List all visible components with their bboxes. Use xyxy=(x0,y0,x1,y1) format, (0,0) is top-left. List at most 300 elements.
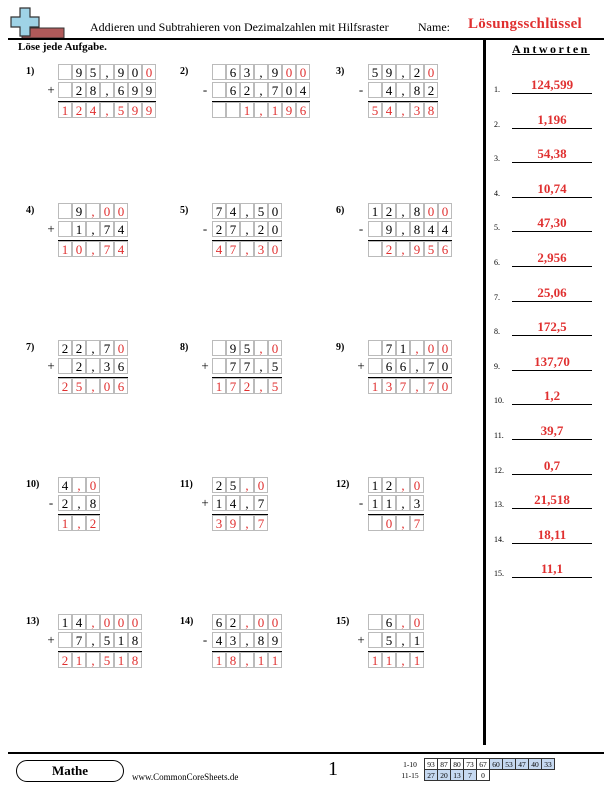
digit-cell: , xyxy=(254,102,268,118)
operator-sign: + xyxy=(357,358,365,373)
digit-cell: 1 xyxy=(114,652,128,668)
digit-cell: 9 xyxy=(142,102,156,118)
digit-cell: , xyxy=(254,378,268,394)
operator-spacer xyxy=(44,515,58,531)
answer-number: 7. xyxy=(494,292,500,302)
operator-sign: - xyxy=(202,632,208,647)
digit-cell xyxy=(368,82,382,98)
problem-number: 1) xyxy=(26,66,35,77)
answers-column-divider xyxy=(483,40,486,745)
digit-cell: 0 xyxy=(296,64,310,80)
digit-cell: , xyxy=(86,203,100,219)
digit-cell: , xyxy=(410,340,424,356)
digit-cell: 0 xyxy=(282,82,296,98)
digit-cell: 4 xyxy=(212,241,226,257)
digit-cell: 7 xyxy=(254,495,268,511)
digit-cell: 1 xyxy=(368,477,382,493)
digit-cell: 0 xyxy=(438,340,452,356)
digit-cell: 1 xyxy=(368,203,382,219)
operator-spacer xyxy=(198,614,212,630)
digit-cell: 2 xyxy=(72,82,86,98)
score-row xyxy=(396,769,490,781)
digit-cell: , xyxy=(86,378,100,394)
answer-row xyxy=(494,284,598,304)
operator-sign: + xyxy=(47,632,55,647)
operator-spacer xyxy=(354,614,368,630)
digit-cell: 2 xyxy=(410,64,424,80)
digit-cell: , xyxy=(396,82,410,98)
digit-cell: 1 xyxy=(58,102,72,118)
digit-cell: , xyxy=(240,477,254,493)
digit-cell: 3 xyxy=(382,378,396,394)
operator-spacer xyxy=(44,102,58,118)
digit-cell xyxy=(368,221,382,237)
digit-cell: 9 xyxy=(382,221,396,237)
digit-cell: 5 xyxy=(226,477,240,493)
score-cell: 93 xyxy=(425,759,438,770)
digit-cell: 0 xyxy=(128,614,142,630)
answer-line xyxy=(512,128,592,129)
sum-line xyxy=(368,514,424,515)
score-cell: 40 xyxy=(529,759,542,770)
digit-cell: , xyxy=(72,477,86,493)
result-row xyxy=(44,378,128,394)
digit-cell: 0 xyxy=(268,340,282,356)
digit-cell: 8 xyxy=(410,82,424,98)
result-row xyxy=(44,515,100,531)
answer-row xyxy=(494,353,598,373)
answer-row xyxy=(494,560,598,580)
problem-number: 4) xyxy=(26,205,35,216)
digit-cell: , xyxy=(254,64,268,80)
operator-spacer xyxy=(354,340,368,356)
answer-value: 0,7 xyxy=(543,457,561,473)
digit-cell: , xyxy=(410,358,424,374)
problem-number: 3) xyxy=(336,66,345,77)
digit-cell: 0 xyxy=(86,477,100,493)
top-operand-row xyxy=(354,203,452,219)
operator-spacer xyxy=(44,241,58,257)
digit-cell: , xyxy=(240,203,254,219)
digit-cell xyxy=(58,632,72,648)
sum-line xyxy=(58,651,142,652)
digit-cell: 7 xyxy=(226,358,240,374)
digit-cell xyxy=(58,221,72,237)
digit-cell: 5 xyxy=(114,102,128,118)
digit-cell xyxy=(368,632,382,648)
digit-cell: 2 xyxy=(72,340,86,356)
bottom-operand-row xyxy=(198,358,282,374)
digit-cell: 0 xyxy=(114,203,128,219)
operator-spacer xyxy=(354,203,368,219)
subject-badge: Mathe xyxy=(16,760,124,782)
digit-cell: 5 xyxy=(240,340,254,356)
answer-line xyxy=(512,266,592,267)
digit-cell: 1 xyxy=(410,632,424,648)
digit-cell: , xyxy=(410,378,424,394)
digit-cell: 3 xyxy=(254,241,268,257)
answer-line xyxy=(512,474,592,475)
answer-value: 21,518 xyxy=(534,492,570,508)
digit-cell: 4 xyxy=(226,203,240,219)
score-cell: 0 xyxy=(477,770,490,781)
digit-cell: , xyxy=(254,340,268,356)
digit-cell: , xyxy=(396,515,410,531)
digit-cell xyxy=(212,358,226,374)
digit-cell: 4 xyxy=(72,614,86,630)
answer-value: 124,599 xyxy=(530,77,574,92)
page-number: 1 xyxy=(328,758,338,780)
operator-spacer xyxy=(198,203,212,219)
result-row xyxy=(44,102,156,118)
digit-cell: 0 xyxy=(438,378,452,394)
digit-cell: 1 xyxy=(58,241,72,257)
digit-cell: , xyxy=(396,102,410,118)
digit-cell: 7 xyxy=(100,340,114,356)
digit-cell: 0 xyxy=(268,614,282,630)
digit-cell: 8 xyxy=(86,82,100,98)
sum-line xyxy=(58,514,100,515)
answer-number: 5. xyxy=(494,223,500,233)
digit-cell: 9 xyxy=(128,102,142,118)
digit-cell: 4 xyxy=(58,477,72,493)
answer-row xyxy=(494,76,598,96)
answer-key-label: Lösungsschlüssel xyxy=(468,16,583,32)
worksheet-title: Addieren und Subtrahieren von Dezimalzahlen mit Hilfsraster xyxy=(90,20,389,34)
answer-value: 2,956 xyxy=(537,250,567,265)
digit-cell: , xyxy=(254,358,268,374)
digit-cell: 5 xyxy=(368,102,382,118)
digit-cell: 7 xyxy=(396,378,410,394)
digit-cell: , xyxy=(240,221,254,237)
digit-cell: 2 xyxy=(240,82,254,98)
operator-spacer xyxy=(198,378,212,394)
answer-row xyxy=(494,180,598,200)
answer-line xyxy=(512,543,592,544)
digit-cell: 9 xyxy=(72,64,86,80)
digit-cell: 6 xyxy=(296,102,310,118)
answer-value: 137,70 xyxy=(534,353,570,369)
digit-cell: 2 xyxy=(226,614,240,630)
operator-spacer xyxy=(44,64,58,80)
bottom-operand-row xyxy=(198,82,310,98)
digit-cell: , xyxy=(240,515,254,531)
sum-line xyxy=(368,651,424,652)
digit-cell: 7 xyxy=(100,221,114,237)
answer-row xyxy=(494,526,598,546)
top-operand-row xyxy=(198,477,268,493)
operator-spacer xyxy=(44,378,58,394)
digit-cell: 4 xyxy=(114,221,128,237)
operator-spacer xyxy=(44,614,58,630)
digit-cell: 5 xyxy=(424,241,438,257)
digit-cell: 0 xyxy=(100,378,114,394)
digit-cell: 4 xyxy=(382,102,396,118)
digit-cell: 3 xyxy=(410,495,424,511)
digit-cell: 9 xyxy=(382,64,396,80)
operator-spacer xyxy=(354,64,368,80)
digit-cell xyxy=(212,340,226,356)
digit-cell: 3 xyxy=(410,102,424,118)
digit-cell: 0 xyxy=(100,614,114,630)
digit-cell: 9 xyxy=(226,340,240,356)
operator-sign: - xyxy=(202,221,208,236)
operator-spacer xyxy=(44,477,58,493)
digit-cell: 8 xyxy=(86,495,100,511)
digit-cell: 0 xyxy=(282,64,296,80)
footer-divider xyxy=(8,752,604,754)
sum-line xyxy=(58,101,156,102)
digit-cell: 3 xyxy=(100,358,114,374)
operator-sign: - xyxy=(48,495,54,510)
digit-cell: 4 xyxy=(114,241,128,257)
digit-cell: 3 xyxy=(240,64,254,80)
digit-cell: 7 xyxy=(410,515,424,531)
digit-cell: 0 xyxy=(254,477,268,493)
digit-cell: 2 xyxy=(58,378,72,394)
bottom-operand-row xyxy=(44,632,142,648)
operator-spacer xyxy=(198,64,212,80)
digit-cell: 1 xyxy=(268,102,282,118)
answer-line xyxy=(512,231,592,232)
digit-cell xyxy=(212,102,226,118)
result-row xyxy=(198,241,282,257)
operator-sign: + xyxy=(47,221,55,236)
digit-cell: , xyxy=(240,241,254,257)
answer-row xyxy=(494,457,598,477)
digit-cell: 1 xyxy=(212,378,226,394)
operator-spacer xyxy=(44,652,58,668)
digit-cell: 0 xyxy=(254,614,268,630)
result-row xyxy=(44,652,142,668)
answer-value: 39,7 xyxy=(540,423,564,438)
digit-cell: 6 xyxy=(114,358,128,374)
digit-cell: 8 xyxy=(424,102,438,118)
result-row xyxy=(44,241,128,257)
digit-cell: 1 xyxy=(382,652,396,668)
sum-line xyxy=(212,240,282,241)
digit-cell: 2 xyxy=(58,652,72,668)
digit-cell: 0 xyxy=(424,64,438,80)
top-operand-row xyxy=(354,64,438,80)
digit-cell: 2 xyxy=(424,82,438,98)
operator-spacer xyxy=(354,102,368,118)
result-row xyxy=(198,515,268,531)
answer-number: 15. xyxy=(494,569,504,579)
answer-line xyxy=(512,577,592,578)
top-operand-row xyxy=(198,340,282,356)
digit-cell: 9 xyxy=(268,64,282,80)
score-range-label: 1-10 xyxy=(403,759,417,769)
digit-cell: 9 xyxy=(268,632,282,648)
answer-value: 54,38 xyxy=(537,146,567,162)
operator-spacer xyxy=(198,477,212,493)
digit-cell: 2 xyxy=(212,221,226,237)
digit-cell: 0 xyxy=(438,358,452,374)
problem-number: 2) xyxy=(180,66,189,77)
digit-cell: , xyxy=(396,632,410,648)
digit-cell: 4 xyxy=(226,495,240,511)
digit-cell: 7 xyxy=(240,358,254,374)
digit-cell: 4 xyxy=(86,102,100,118)
answer-line xyxy=(512,508,592,509)
digit-cell: 7 xyxy=(254,515,268,531)
score-cell: 7 xyxy=(464,770,477,781)
sum-line xyxy=(212,651,282,652)
bottom-operand-row xyxy=(354,221,452,237)
result-row xyxy=(198,378,282,394)
score-cell: 53 xyxy=(503,759,516,770)
digit-cell: , xyxy=(396,221,410,237)
sum-line xyxy=(368,101,438,102)
digit-cell: 2 xyxy=(382,241,396,257)
digit-cell: 0 xyxy=(268,203,282,219)
operator-sign: + xyxy=(47,82,55,97)
score-cell: 33 xyxy=(542,759,555,770)
digit-cell: 7 xyxy=(226,241,240,257)
sum-line xyxy=(368,377,452,378)
digit-cell: , xyxy=(86,241,100,257)
digit-cell: 5 xyxy=(86,64,100,80)
digit-cell: , xyxy=(396,614,410,630)
digit-cell: 1 xyxy=(212,652,226,668)
problem-number: 10) xyxy=(26,479,40,490)
answer-row xyxy=(494,491,598,511)
operator-sign: + xyxy=(47,358,55,373)
digit-cell: , xyxy=(240,652,254,668)
answer-number: 9. xyxy=(494,361,500,371)
top-operand-row xyxy=(44,340,128,356)
digit-cell: , xyxy=(396,477,410,493)
digit-cell: , xyxy=(240,614,254,630)
sum-line xyxy=(212,377,282,378)
problem-number: 12) xyxy=(336,479,350,490)
digit-cell: , xyxy=(100,82,114,98)
problem-number: 5) xyxy=(180,205,189,216)
digit-cell: , xyxy=(396,495,410,511)
digit-cell: 5 xyxy=(72,378,86,394)
answer-line xyxy=(512,370,592,371)
digit-cell: 2 xyxy=(212,477,226,493)
digit-cell: 5 xyxy=(100,632,114,648)
digit-cell: 5 xyxy=(268,358,282,374)
digit-cell: 0 xyxy=(424,203,438,219)
operator-spacer xyxy=(354,652,368,668)
instruction-text: Löse jede Aufgabe. xyxy=(18,41,107,53)
result-row xyxy=(198,102,310,118)
score-cell: 47 xyxy=(516,759,529,770)
answer-number: 6. xyxy=(494,258,500,267)
digit-cell: 3 xyxy=(212,515,226,531)
digit-cell: 1 xyxy=(58,614,72,630)
bottom-operand-row xyxy=(44,358,128,374)
operator-spacer xyxy=(354,477,368,493)
digit-cell: , xyxy=(100,64,114,80)
digit-cell: 0 xyxy=(100,203,114,219)
result-row xyxy=(198,652,282,668)
digit-cell: 1 xyxy=(396,340,410,356)
problem-number: 14) xyxy=(180,616,194,627)
digit-cell xyxy=(368,358,382,374)
bottom-operand-row xyxy=(44,221,128,237)
digit-cell: 9 xyxy=(282,102,296,118)
digit-cell: 9 xyxy=(72,203,86,219)
digit-cell: 0 xyxy=(142,64,156,80)
digit-cell: 6 xyxy=(438,241,452,257)
digit-cell: , xyxy=(86,652,100,668)
digit-cell: 9 xyxy=(114,64,128,80)
result-row xyxy=(354,378,452,394)
digit-cell: 7 xyxy=(424,358,438,374)
answer-number: 4. xyxy=(494,188,500,198)
score-cell: 13 xyxy=(451,770,464,781)
answer-number: 14. xyxy=(494,534,504,544)
sum-line xyxy=(58,240,128,241)
digit-cell: 0 xyxy=(438,203,452,219)
operator-spacer xyxy=(354,515,368,531)
answer-value: 18,11 xyxy=(537,526,567,542)
digit-cell: 2 xyxy=(72,102,86,118)
operator-spacer xyxy=(198,102,212,118)
digit-cell: , xyxy=(240,495,254,511)
operator-sign: + xyxy=(357,632,365,647)
score-cell: 60 xyxy=(490,759,503,770)
bottom-operand-row xyxy=(44,495,100,511)
digit-cell: , xyxy=(396,241,410,257)
digit-cell: 7 xyxy=(212,203,226,219)
digit-cell: 8 xyxy=(128,632,142,648)
answer-row xyxy=(494,387,598,407)
answer-number: 12. xyxy=(494,465,504,475)
result-row xyxy=(354,241,452,257)
operator-spacer xyxy=(198,515,212,531)
top-operand-row xyxy=(198,203,282,219)
answer-line xyxy=(512,162,592,163)
digit-cell: 9 xyxy=(128,82,142,98)
digit-cell: 4 xyxy=(382,82,396,98)
digit-cell: 7 xyxy=(424,378,438,394)
result-row xyxy=(354,515,424,531)
bottom-operand-row xyxy=(198,221,282,237)
digit-cell: 7 xyxy=(268,82,282,98)
digit-cell: , xyxy=(240,632,254,648)
operator-sign: + xyxy=(201,495,209,510)
answer-value: 1,2 xyxy=(543,388,561,404)
digit-cell: 7 xyxy=(382,340,396,356)
digit-cell: , xyxy=(72,495,86,511)
sum-line xyxy=(368,240,452,241)
top-operand-row xyxy=(44,203,128,219)
operator-spacer xyxy=(198,340,212,356)
digit-cell xyxy=(368,614,382,630)
plus-logo-icon xyxy=(8,6,68,40)
answer-row xyxy=(494,318,598,338)
score-range-label: 11-15 xyxy=(401,770,419,780)
digit-cell xyxy=(58,203,72,219)
bottom-operand-row xyxy=(198,632,282,648)
score-cell: 87 xyxy=(438,759,451,770)
digit-cell: 1 xyxy=(368,495,382,511)
digit-cell: 7 xyxy=(226,221,240,237)
digit-cell xyxy=(58,64,72,80)
top-operand-row xyxy=(354,614,424,630)
digit-cell: 0 xyxy=(410,477,424,493)
digit-cell: , xyxy=(86,614,100,630)
digit-cell: , xyxy=(86,358,100,374)
digit-cell: , xyxy=(396,203,410,219)
digit-cell: 6 xyxy=(114,82,128,98)
answer-value: 1,196 xyxy=(537,111,567,127)
